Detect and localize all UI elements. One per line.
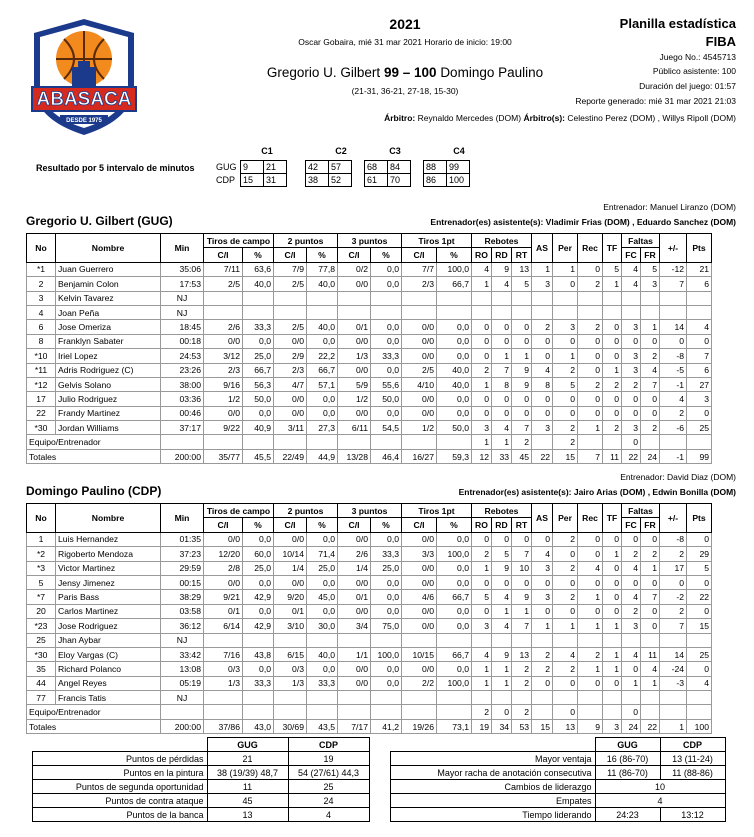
- summary-left-table: [32, 737, 370, 822]
- summary-header: CDP: [660, 738, 725, 752]
- summary-row: Puntos de pérdidas 21 19: [33, 752, 370, 766]
- player-row: 8 Franklyn Sabater 00:18 0/0 0,0 0/0 0,0 0/0 0,0 0/0 0,0 0 0 0 0 0 0 0 0 0 0 0: [27, 334, 712, 348]
- summary-header: GUG: [207, 738, 288, 752]
- player-row: *12 Gelvis Solano 38:00 9/16 56,3 4/7 57,1 5/9 55,6 4/10 40,0 1 8 9 8 5 2 2 2 7 -1 27: [27, 377, 712, 391]
- col-reb: Rebotes: [472, 234, 532, 248]
- col-fg: Tiros de campo: [204, 234, 274, 248]
- col-faltas: Faltas: [622, 504, 660, 518]
- team1-stats-table: [26, 233, 712, 464]
- player-row: 25 Jhan Aybar NJ: [27, 633, 712, 647]
- referees-line: Árbitro: Reynaldo Mercedes (DOM) Árbitro(s): Celestino Perez (DOM) , Willys Ripoll (DOM): [384, 113, 736, 123]
- col-pct: %: [437, 248, 472, 262]
- home-team-name: Gregorio U. Gilbert: [266, 65, 381, 80]
- summary-header-row: [391, 738, 726, 752]
- col-3p: 3 puntos: [338, 504, 402, 518]
- team-staff-row: Equipo/Entrenador 1 1 2 2 0: [27, 435, 712, 449]
- col-faltas: Faltas: [622, 234, 660, 248]
- col-ft: Tiros 1pt: [402, 234, 472, 248]
- col-fc: FC: [622, 248, 641, 262]
- col-2p: 2 puntos: [274, 504, 338, 518]
- player-row: *1 Juan Guerrero 35:06 7/11 63,6 7/9 77,8 0/2 0,0 7/7 100,0 4 9 13 1 1 0 5 4 5 -12 21: [27, 262, 712, 276]
- col-rt: RT: [512, 518, 532, 532]
- col-pts: Pts: [687, 234, 712, 263]
- svg-text:DESDE 1975: DESDE 1975: [66, 118, 102, 124]
- col-per: Per: [553, 234, 578, 263]
- game-number: Juego No.: 4545713: [659, 52, 736, 62]
- home-score: 99: [383, 65, 399, 80]
- interval-row-gug: GUG 9 21 42 57 68 84 88 99: [214, 161, 470, 174]
- game-duration: Duración del juego: 01:57: [639, 81, 736, 91]
- player-row: 35 Richard Polanco 13:08 0/3 0,0 0/3 0,0 0/0 0,0 0/0 0,0 1 1 2 2 2 1 1 0 4 -24 0: [27, 662, 712, 676]
- col-as: AS: [532, 234, 553, 263]
- col-ft: Tiros 1pt: [402, 504, 472, 518]
- interval-row-cdp: CDP 15 31 38 52 61 70 86 100: [214, 174, 470, 187]
- col-plusminus: +/-: [660, 504, 687, 533]
- team2-stats-table: [26, 503, 712, 734]
- report-generated: Reporte generado: mié 31 mar 2021 21:03: [575, 96, 736, 106]
- player-row: *30 Jordan Williams 37:17 9/22 40,9 3/11 27,3 6/11 54,5 1/2 50,0 3 4 7 3 2 1 2 3 2 -6 25: [27, 421, 712, 435]
- col-no: No: [27, 504, 56, 533]
- col-rec: Rec: [578, 234, 603, 263]
- col-tf: TF: [603, 234, 622, 263]
- summary-row: Mayor racha de anotación consecutiva 11 (86-70) 11 (88-86): [391, 766, 726, 780]
- col-ci: C/I: [274, 248, 307, 262]
- col-ci: C/I: [204, 248, 243, 262]
- summary-right-table: [390, 737, 726, 822]
- logo-text: ABASACA: [36, 89, 132, 110]
- summary-row: Tiempo liderando 24:23 13:12: [391, 808, 726, 822]
- player-row: 22 Frandy Martinez 00:46 0/0 0,0 0/0 0,0 0/0 0,0 0/0 0,0 0 0 0 0 0 0 0 0 0 2 0: [27, 406, 712, 420]
- summary-row: Mayor ventaja 16 (86-70) 13 (11-24): [391, 752, 726, 766]
- summary-header-row: [33, 738, 370, 752]
- player-row: 3 Kelvin Tavarez NJ: [27, 291, 712, 305]
- col-rd: RD: [492, 248, 512, 262]
- table-header-row: [27, 504, 712, 518]
- team-logo: [26, 15, 142, 139]
- summary-row: Cambios de liderazgo 10: [391, 780, 726, 794]
- sheet-title: Planilla estadística: [619, 16, 736, 31]
- summary-row: Puntos de contra ataque 45 24: [33, 794, 370, 808]
- col-rec: Rec: [578, 504, 603, 533]
- player-row: 44 Angel Reyes 05:19 1/3 33,3 1/3 33,3 0/0 0,0 2/2 100,0 1 1 2 0 0 0 0 1 1 -3 4: [27, 676, 712, 690]
- player-row: *30 Eloy Vargas (C) 33:42 7/16 43,8 6/15 40,0 1/1 100,0 10/15 66,7 4 9 13 2 4 2 1 4 11 14 25: [27, 647, 712, 661]
- summary-header: GUG: [595, 738, 660, 752]
- period-scores: (21-31, 36-21, 27-18, 15-30): [351, 86, 459, 96]
- player-row: *10 Iriel Lopez 24:53 3/12 25,0 2/9 22,2 1/3 33,3 0/0 0,0 0 1 1 0 1 0 0 3 2 -8 7: [27, 349, 712, 363]
- col-fc: FC: [622, 518, 641, 532]
- team1-coach: Entrenador: Manuel Liranzo (DOM): [603, 202, 736, 212]
- totals-row: Totales 200:00 35/77 45,5 22/49 44,9 13/28 46,4 16/27 59,3 12 33 45 22 15 7 11 22 24 -1 99: [27, 449, 712, 463]
- player-row: 6 Jose Omeriza 18:45 2/6 33,3 2/5 40,0 0/1 0,0 0/0 0,0 0 0 0 2 3 2 0 3 1 14 4: [27, 320, 712, 334]
- col-pts: Pts: [687, 504, 712, 533]
- col-pct: %: [243, 248, 274, 262]
- player-row: *3 Victor Martinez 29:59 2/8 25,0 1/4 25,0 1/4 25,0 0/0 0,0 1 9 10 3 2 4 0 4 1 17 5: [27, 561, 712, 575]
- player-row: 1 Luis Hernandez 01:35 0/0 0,0 0/0 0,0 0/0 0,0 0/0 0,0 0 0 0 0 2 0 0 0 0 -8 0: [27, 532, 712, 546]
- team2-coach: Entrenador: David Diaz (DOM): [620, 472, 736, 482]
- col-fr: FR: [641, 518, 660, 532]
- interval-label: Resultado por 5 intervalo de minutos: [36, 163, 195, 173]
- col-plusminus: +/-: [660, 234, 687, 263]
- matchup: Gregorio U. Gilbert 99 – 100 Domingo Paulino: [266, 65, 544, 80]
- summary-header: CDP: [288, 738, 369, 752]
- col-per: Per: [553, 504, 578, 533]
- table-header-row: [27, 234, 712, 248]
- player-row: 5 Jensy Jimenez 00:15 0/0 0,0 0/0 0,0 0/0 0,0 0/0 0,0 0 0 0 0 0 0 0 0 0 0 0: [27, 575, 712, 589]
- summary-row: Puntos en la pintura 38 (19/39) 48,7 54 (27/61) 44,3: [33, 766, 370, 780]
- player-row: *2 Rigoberto Mendoza 37:23 12/20 60,0 10/14 71,4 2/6 33,3 3/3 100,0 2 5 7 4 0 0 1 2 2 2 29: [27, 547, 712, 561]
- col-ci: C/I: [402, 248, 437, 262]
- away-score: 100: [414, 65, 437, 80]
- team1-title: Gregorio U. Gilbert (GUG): [26, 214, 173, 228]
- col-ci: C/I: [338, 518, 371, 532]
- venue-line: Oscar Gobaira, mié 31 mar 2021 Horario de inicio: 19:00: [298, 37, 512, 47]
- col-pct: %: [307, 248, 338, 262]
- interval-table: [214, 160, 470, 187]
- attendance: Público asistente: 100: [652, 66, 736, 76]
- col-reb: Rebotes: [472, 504, 532, 518]
- col-pct: %: [307, 518, 338, 532]
- player-row: 77 Francis Tatis NJ: [27, 691, 712, 705]
- summary-row: Empates 4: [391, 794, 726, 808]
- col-fg: Tiros de campo: [204, 504, 274, 518]
- player-row: 2 Benjamin Colon 17:53 2/5 40,0 2/5 40,0 0/0 0,0 2/3 66,7 1 4 5 3 0 2 1 4 3 7 6: [27, 277, 712, 291]
- away-team-name: Domingo Paulino: [440, 65, 544, 80]
- col-min: Min: [161, 234, 204, 263]
- col-rd: RD: [492, 518, 512, 532]
- col-tf: TF: [603, 504, 622, 533]
- col-ro: RO: [472, 248, 492, 262]
- col-pct: %: [371, 518, 402, 532]
- col-as: AS: [532, 504, 553, 533]
- col-ci: C/I: [338, 248, 371, 262]
- player-row: 20 Carlos Martinez 03:58 0/1 0,0 0/1 0,0 0/0 0,0 0/0 0,0 0 1 1 0 0 0 0 2 0 2 0: [27, 604, 712, 618]
- team2-assistants: Entrenador(es) asistente(s): Jairo Arias (DOM) , Edwin Bonilla (DOM): [458, 487, 736, 497]
- col-ci: C/I: [402, 518, 437, 532]
- col-name: Nombre: [56, 504, 161, 533]
- col-2p: 2 puntos: [274, 234, 338, 248]
- player-row: 17 Julio Rodriguez 03:36 1/2 50,0 0/0 0,0 1/2 50,0 0/0 0,0 0 0 0 0 0 0 0 0 0 4 3: [27, 392, 712, 406]
- col-name: Nombre: [56, 234, 161, 263]
- fiba-label: FIBA: [705, 34, 736, 49]
- player-row: 4 Joan Peña NJ: [27, 305, 712, 319]
- game-year: 2021: [389, 16, 421, 32]
- col-rt: RT: [512, 248, 532, 262]
- player-row: *7 Paris Bass 38:29 9/21 42,9 9/20 45,0 0/1 0,0 4/6 66,7 5 4 9 3 2 1 0 4 7 -2 22: [27, 590, 712, 604]
- col-3p: 3 puntos: [338, 234, 402, 248]
- col-ci: C/I: [274, 518, 307, 532]
- team-staff-row: Equipo/Entrenador 2 0 2 0 0: [27, 705, 712, 719]
- col-ro: RO: [472, 518, 492, 532]
- col-no: No: [27, 234, 56, 263]
- col-pct: %: [243, 518, 274, 532]
- totals-row: Totales 200:00 37/86 43,0 30/69 43,5 7/17 41,2 19/26 73,1 19 34 53 15 13 9 3 24 22 1 100: [27, 719, 712, 733]
- col-pct: %: [371, 248, 402, 262]
- team1-assistants: Entrenador(es) asistente(s): Vladimir Frias (DOM) , Eduardo Sanchez (DOM): [430, 217, 736, 227]
- col-fr: FR: [641, 248, 660, 262]
- summary-row: Puntos de segunda oportunidad 11 25: [33, 780, 370, 794]
- col-pct: %: [437, 518, 472, 532]
- col-min: Min: [161, 504, 204, 533]
- player-row: *23 Jose Rodriguez 36:12 6/14 42,9 3/10 30,0 3/4 75,0 0/0 0,0 3 4 7 1 1 1 1 3 0 7 15: [27, 619, 712, 633]
- col-ci: C/I: [204, 518, 243, 532]
- player-row: *11 Adris Rodriguez (C) 23:26 2/3 66,7 2/3 66,7 0/0 0,0 2/5 40,0 2 7 9 4 2 0 1 3 4 -5 6: [27, 363, 712, 377]
- team2-title: Domingo Paulino (CDP): [26, 484, 162, 498]
- summary-row: Puntos de la banca 13 4: [33, 808, 370, 822]
